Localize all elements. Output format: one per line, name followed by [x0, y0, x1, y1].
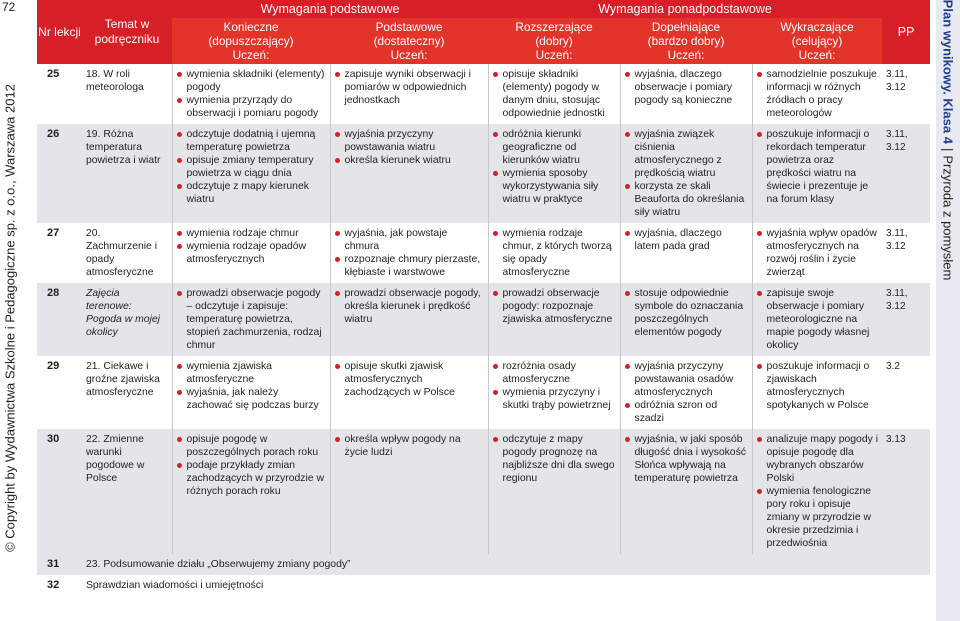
requirement-item: samodzielnie poszukuje informacji w różnych źródłach o pracy meteorologów	[757, 68, 879, 120]
header-level-grade: (dostateczny)	[373, 34, 445, 48]
requirement-item: podaje przykłady zmian zachodzących w przyrodzie w różnych porach roku	[177, 459, 326, 498]
summary-row	[37, 554, 930, 575]
requirements-podstawowe	[330, 356, 488, 429]
requirements-konieczne	[172, 64, 330, 124]
table-row	[37, 64, 930, 124]
requirement-item: prowadzi obserwacje pogody	[177, 287, 326, 300]
lesson-topic: 19. Różna temperatura powietrza i wiatr	[82, 124, 172, 223]
header-level-uczen: Uczeń:	[667, 48, 705, 62]
requirements-wykraczajace	[752, 356, 882, 429]
requirements-dopelniajace	[620, 356, 752, 429]
requirement-item: wymienia rodzaje chmur	[177, 227, 326, 240]
header-level-0	[172, 18, 330, 64]
requirement-item: prowadzi obserwacje pogody, określa kierunek i prędkość wiatru	[335, 287, 484, 326]
requirements-dopelniajace	[620, 64, 752, 124]
requirement-item: określa kierunek wiatru	[335, 154, 484, 167]
core-curriculum-ref: 3.11, 3.12	[882, 124, 930, 223]
requirements-rozszerzajace	[488, 64, 620, 124]
lesson-topic: 22. Zmienne warunki pogodowe w Polsce	[82, 429, 172, 554]
requirement-item: określa wpływ pogody na życie ludzi	[335, 433, 484, 459]
summary-topic: 23. Podsumowanie działu „Obserwujemy zmiany pogody”	[82, 554, 930, 575]
table-row	[37, 223, 930, 283]
header-basic: Wymagania podstawowe	[172, 0, 488, 18]
requirement-item: prowadzi obserwacje pogody: rozpoznaje zjawiska atmosferyczne	[493, 287, 616, 326]
header-level-uczen: Uczeń:	[232, 48, 270, 62]
requirement-item: wymienia składniki (elementy) pogody	[177, 68, 326, 94]
subject-title: Przyroda z pomysłem	[940, 155, 956, 281]
lesson-topic: 21. Ciekawe i groźne zjawiska atmosferyczne	[82, 356, 172, 429]
requirements-podstawowe	[330, 223, 488, 283]
requirement-item: wyjaśnia, w jaki sposób długość dnia i wysokość Słońca wpływają na temperaturę powietrza	[625, 433, 748, 485]
requirements-wykraczajace	[752, 223, 882, 283]
requirement-item: odczytuje z mapy kierunek wiatru	[177, 180, 326, 206]
requirement-item: wyjaśnia przyczyny powstawania osadów atmosferycznych	[625, 360, 748, 399]
header-level-grade: (bardzo dobry)	[647, 34, 725, 48]
plan-title: Plan wynikowy. Klasa 4	[940, 0, 956, 144]
header-level-3	[620, 18, 752, 64]
requirement-item: wymienia zjawiska atmosferyczne	[177, 360, 326, 386]
header-temat-label: Temat w podręczniku	[94, 17, 160, 46]
requirements-wykraczajace	[752, 283, 882, 356]
requirement-item: stosuje odpowiednie symbole do oznaczania poszczególnych elementów pogody	[625, 287, 748, 339]
requirement-item: wyjaśnia, jak należy zachować się podczas burzy	[177, 386, 326, 412]
requirement-item: wyjaśnia przyczyny powstawania wiatru	[335, 128, 484, 154]
requirements-konieczne	[172, 429, 330, 554]
header-level-name: Dopełniające	[651, 20, 721, 34]
requirements-podstawowe	[330, 64, 488, 124]
requirements-rozszerzajace	[488, 429, 620, 554]
requirements-konieczne	[172, 223, 330, 283]
requirement-item: wyjaśnia, dlaczego latem pada grad	[625, 227, 748, 253]
title-separator: |	[940, 147, 956, 152]
header-nr	[37, 0, 82, 64]
requirement-item: odróżnia szron od szadzi	[625, 399, 748, 425]
core-curriculum-ref: 3.11, 3.12	[882, 283, 930, 356]
requirement-item: korzysta ze skali Beauforta do określania siły wiatru	[625, 180, 748, 219]
core-curriculum-ref: 3.2	[882, 356, 930, 429]
requirements-konieczne	[172, 283, 330, 356]
requirements-dopelniajace	[620, 223, 752, 283]
header-level-1	[330, 18, 488, 64]
table-row	[37, 356, 930, 429]
header-level-grade: (dopuszczający)	[208, 34, 294, 48]
requirements-konieczne	[172, 356, 330, 429]
lesson-number: 30	[37, 429, 82, 554]
header-extended: Wymagania ponadpodstawowe	[488, 0, 882, 18]
requirement-item: wyjaśnia związek ciśnienia atmosferycznego z prędkością wiatru	[625, 128, 748, 180]
core-curriculum-ref: 3.11, 3.12	[882, 223, 930, 283]
header-level-name: Wykraczające	[780, 20, 854, 34]
lesson-number: 31	[37, 554, 82, 575]
header-temat	[82, 0, 172, 64]
requirement-item: zapisuje swoje obserwacje i pomiary meteorologiczne na mapie pogody własnej okolicy	[757, 287, 879, 352]
requirements-dopelniajace	[620, 124, 752, 223]
header-level-grade: (dobry)	[535, 34, 573, 48]
requirement-item: wymienia przyrządy do obserwacji i pomiaru pogody	[177, 94, 326, 120]
requirement-item: poszukuje informacji o rekordach temperatur powietrza oraz prędkości wiatru na świecie i prezentuje je na forum klasy	[757, 128, 879, 206]
requirements-podstawowe	[330, 124, 488, 223]
summary-row	[37, 575, 930, 596]
requirement-item: odróżnia kierunki geograficzne od kierunków wiatru	[493, 128, 616, 167]
requirements-rozszerzajace	[488, 223, 620, 283]
requirement-item: wyjaśnia, dlaczego obserwacje i pomiary pogody są konieczne	[625, 68, 748, 107]
requirement-item: odczytuje dodatnią i ujemną temperaturę powietrza	[177, 128, 326, 154]
requirement-item: analizuje mapy pogody i opisuje pogodę dla wybranych obszarów Polski	[757, 433, 879, 485]
copyright-notice: © Copyright by Wydawnictwa Szkolne i Pedagogiczne sp. z o.o., Warszawa 2012	[2, 84, 18, 552]
lesson-topic: 18. W roli meteorologa	[82, 64, 172, 124]
requirement-item: wymienia rodzaje chmur, z których tworzą się opady atmosferyczne	[493, 227, 616, 279]
requirement-item: opisuje składniki (elementy) pogody w danym dniu, stosując odpowiednie jednostki	[493, 68, 616, 120]
table-row	[37, 124, 930, 223]
requirements-rozszerzajace	[488, 124, 620, 223]
header-nr-label: Nr lekcji	[38, 24, 81, 39]
lesson-number: 25	[37, 64, 82, 124]
side-title	[941, 0, 956, 280]
lesson-number: 32	[37, 575, 82, 596]
table-row	[37, 429, 930, 554]
lesson-topic: 20. Zachmurzenie i opady atmosferyczne	[82, 223, 172, 283]
header-level-uczen: Uczeń:	[535, 48, 573, 62]
requirement-item: rozpoznaje chmury pierzaste, kłębiaste i warstwowe	[335, 253, 484, 279]
lesson-number: 29	[37, 356, 82, 429]
requirements-wykraczajace	[752, 124, 882, 223]
requirements-rozszerzajace	[488, 283, 620, 356]
requirement-item: wyjaśnia wpływ opadów atmosferycznych na rozwój roślin i życie zwierząt	[757, 227, 879, 279]
requirement-item: opisuje pogodę w poszczególnych porach roku	[177, 433, 326, 459]
requirement-item: wymienia rodzaje opadów atmosferycznych	[177, 240, 326, 266]
requirements-wykraczajace	[752, 429, 882, 554]
summary-topic: Sprawdzian wiadomości i umiejętności	[82, 575, 930, 596]
requirements-wykraczajace	[752, 64, 882, 124]
header-level-2	[488, 18, 620, 64]
requirements-podstawowe	[330, 429, 488, 554]
requirement-item: wymienia fenologiczne pory roku i opisuje zmiany w przyrodzie w okresie przedzimia i przedwiośnia	[757, 485, 879, 550]
requirements-rozszerzajace	[488, 356, 620, 429]
header-level-name: Rozszerzające	[515, 20, 593, 34]
requirement-item: wyjaśnia, jak powstaje chmura	[335, 227, 484, 253]
header-level-name: Podstawowe	[375, 20, 443, 34]
requirement-item: wymienia sposoby wykorzystywania siły wiatru w praktyce	[493, 167, 616, 206]
right-margin	[936, 0, 960, 621]
requirement-item: – odczytuje i zapisuje: temperaturę powietrza, stopień zachmurzenia, rodzaj chmur	[186, 301, 322, 351]
header-level-uczen: Uczeń:	[798, 48, 836, 62]
header-pp: PP	[882, 0, 930, 64]
header-level-uczen: Uczeń:	[390, 48, 428, 62]
lesson-number: 28	[37, 283, 82, 356]
table-row	[37, 283, 930, 356]
header-level-name: Konieczne	[223, 20, 279, 34]
requirement-item: zapisuje wyniki obserwacji i pomiarów w odpowiednich jednostkach	[335, 68, 484, 107]
requirement-item: odczytuje z mapy pogody prognozę na najbliższe dni dla swego regionu	[493, 433, 616, 485]
left-margin	[0, 0, 20, 621]
lesson-topic: Zajęcia terenowe: Pogoda w mojej okolicy	[82, 283, 172, 356]
lesson-number: 26	[37, 124, 82, 223]
page-number: 72	[2, 0, 16, 14]
requirements-konieczne	[172, 124, 330, 223]
requirement-item: opisuje zmiany temperatury powietrza w ciągu dnia	[177, 154, 326, 180]
requirement-item: poszukuje informacji o zjawiskach atmosferycznych spotykanych w Polsce	[757, 360, 879, 412]
requirement-item: opisuje skutki zjawisk atmosferycznych zachodzących w Polsce	[335, 360, 484, 399]
requirement-item: rozróżnia osady atmosferyczne	[493, 360, 616, 386]
header-level-grade: (celujący)	[791, 34, 843, 48]
requirements-dopelniajace	[620, 283, 752, 356]
core-curriculum-ref: 3.13	[882, 429, 930, 554]
requirements-dopelniajace	[620, 429, 752, 554]
lesson-number: 27	[37, 223, 82, 283]
header-level-4	[752, 18, 882, 64]
requirements-podstawowe	[330, 283, 488, 356]
requirements-table	[37, 0, 930, 596]
core-curriculum-ref: 3.11, 3.12	[882, 64, 930, 124]
requirement-item: wymienia przyczyny i skutki trąby powietrznej	[493, 386, 616, 412]
